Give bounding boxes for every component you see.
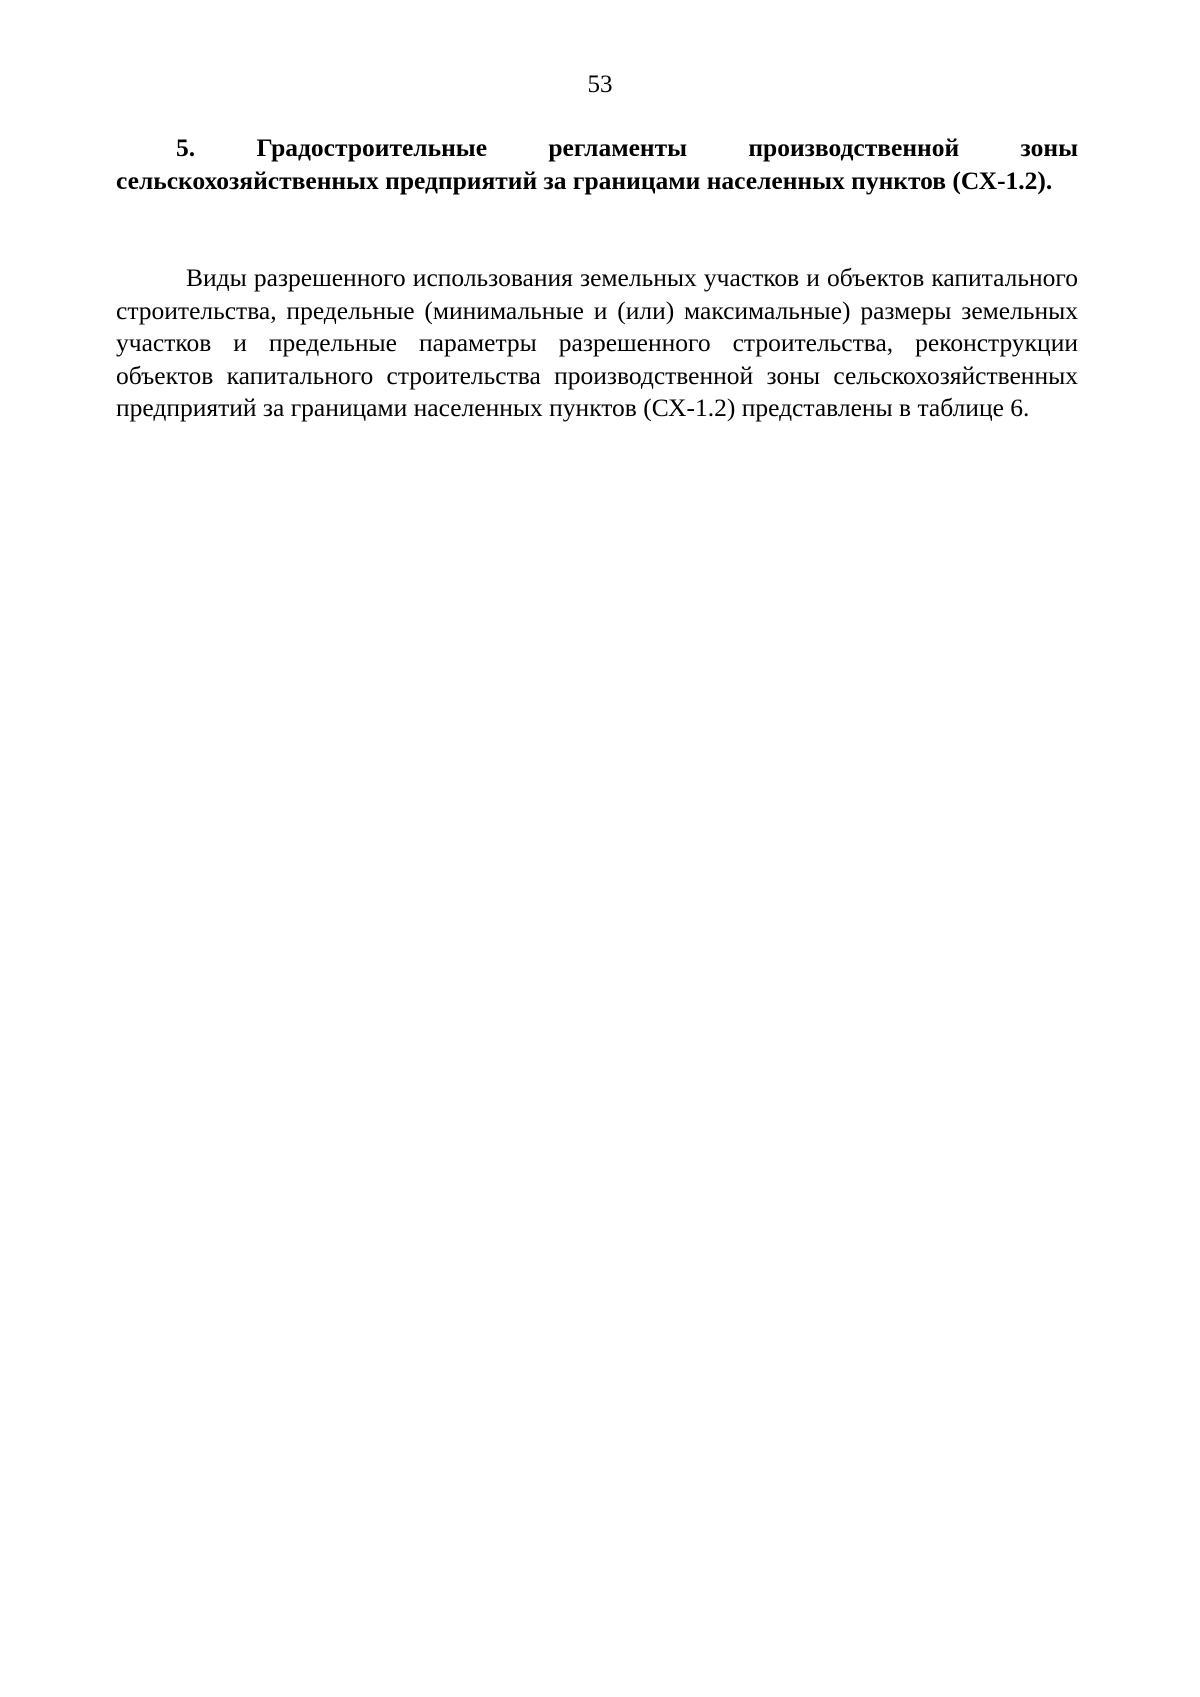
section-heading: 5. Градостроительные регламенты производственной зоны сельскохозяйственных предприятий за границами населенных пунктов (СХ-1.2). [116,133,1078,195]
page-number: 53 [587,71,613,98]
section-paragraph: Виды разрешенного использования земельных участков и объектов капитального строительства, предельные (минимальные и (или) максимальные) размеры земельных участков и предельные параметры разрешенного строительства, реконструкции объектов капитального строительства производственной зоны сельскохозяйственных предприятий за границами населенных пунктов (СХ-1.2) представлены в таблице 6. [116,263,1078,423]
